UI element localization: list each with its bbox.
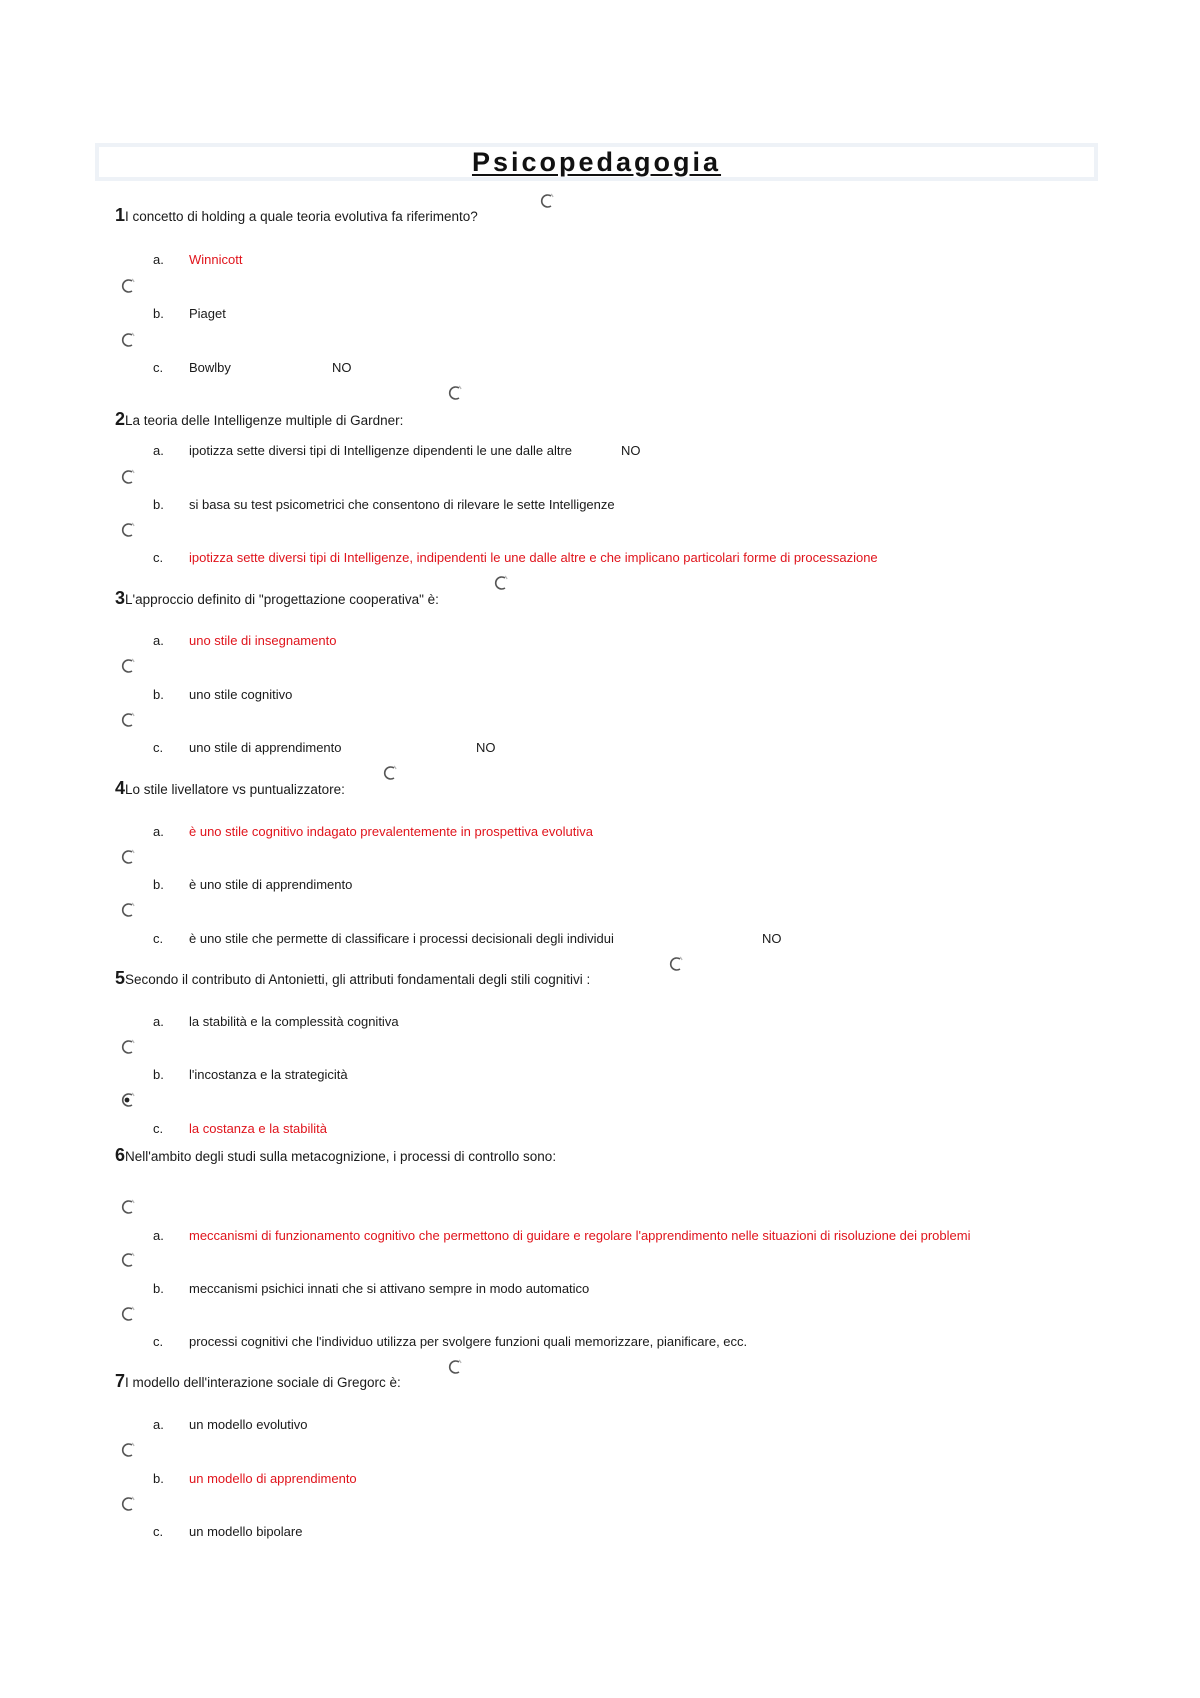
option-letter: b. [153,497,164,512]
option-text: si basa su test psicometrici che consentono di rilevare le sette Intelligenze [189,497,615,512]
radio-button-selected-icon[interactable] [119,1090,137,1110]
option-letter: a. [153,443,164,458]
option-letter: c. [153,931,164,946]
question-text: Nell'ambito degli studi sulla metacognizione, i processi di controllo sono: [125,1149,557,1164]
option-text: ipotizza sette diversi tipi di Intelligenze dipendenti le une dalle altre [189,443,573,458]
radio-button-icon[interactable] [381,763,399,783]
radio-button-icon[interactable] [538,191,556,211]
question-4 [115,778,345,799]
radio-button-icon[interactable] [446,383,464,403]
option-letter: c. [153,1334,164,1349]
option-text: processi cognitivi che l'individuo utilizza per svolgere funzioni quali memorizzare, pianificare, ecc. [189,1334,748,1349]
option-letter: a. [153,1228,164,1243]
option-text: è uno stile che permette di classificare i processi decisionali degli individui [189,931,614,946]
question-3 [115,588,439,609]
radio-button-icon[interactable] [119,1250,137,1270]
radio-button-icon[interactable] [119,710,137,730]
option-text: meccanismi psichici innati che si attivano sempre in modo automatico [189,1281,590,1296]
option-text: meccanismi di funzionamento cognitivo che permettono di guidare e regolare l'apprendimento nelle situazioni di risoluzione dei problemi [189,1228,971,1243]
question-text: Lo stile livellatore vs puntualizzatore: [125,782,345,797]
question-5 [115,968,590,989]
option-text: uno stile di apprendimento [189,740,342,755]
option-letter: b. [153,1281,164,1296]
option-letter: a. [153,824,164,839]
radio-button-icon[interactable] [119,900,137,920]
option-text: Piaget [189,306,226,321]
option-letter: c. [153,550,164,565]
option-letter: a. [153,252,164,267]
option-letter: c. [153,360,164,375]
option-text: un modello evolutivo [189,1417,308,1432]
radio-button-icon[interactable] [667,954,685,974]
option-letter: b. [153,877,164,892]
radio-button-icon[interactable] [119,1440,137,1460]
option-letter: c. [153,1524,164,1539]
option-text: è uno stile cognitivo indagato prevalentemente in prospettiva evolutiva [189,824,593,839]
option-text: Winnicott [189,252,243,267]
option-letter: b. [153,687,164,702]
option-text: un modello di apprendimento [189,1471,357,1486]
question-text: I concetto di holding a quale teoria evolutiva fa riferimento? [125,209,478,224]
radio-button-icon[interactable] [119,847,137,867]
question-6 [115,1145,556,1166]
answer-note: NO [476,740,496,755]
option-text: uno stile di insegnamento [189,633,337,648]
option-text: la stabilità e la complessità cognitiva [189,1014,399,1029]
question-2 [115,409,403,430]
question-number: 2 [115,409,126,429]
question-number: 5 [115,968,126,988]
option-letter: c. [153,740,164,755]
radio-button-icon[interactable] [119,1304,137,1324]
question-text: I modello dell'interazione sociale di Gregorc è: [125,1375,401,1390]
question-7 [115,1371,401,1392]
option-letter: c. [153,1121,164,1136]
answer-note: NO [621,443,641,458]
radio-button-icon[interactable] [119,1494,137,1514]
radio-button-icon[interactable] [119,276,137,296]
question-text: L'approccio definito di "progettazione cooperativa" è: [125,592,439,607]
option-letter: b. [153,1067,164,1082]
option-text: un modello bipolare [189,1524,303,1539]
title-box [95,143,1098,181]
radio-button-icon[interactable] [446,1357,464,1377]
radio-button-icon[interactable] [119,1037,137,1057]
option-letter: b. [153,306,164,321]
option-text: ipotizza sette diversi tipi di Intelligenze, indipendenti le une dalle altre e che implicano particolari forme di processazione [189,550,878,565]
question-number: 4 [115,778,126,798]
question-number: 1 [115,205,126,225]
option-text: Bowlby [189,360,231,375]
radio-button-icon[interactable] [119,330,137,350]
answer-note: NO [332,360,352,375]
option-text: la costanza e la stabilità [189,1121,328,1136]
question-number: 7 [115,1371,126,1391]
option-letter: a. [153,1014,164,1029]
option-letter: a. [153,1417,164,1432]
question-number: 3 [115,588,126,608]
option-text: uno stile cognitivo [189,687,293,702]
question-number: 6 [115,1145,126,1165]
radio-button-icon[interactable] [492,573,510,593]
question-text: Secondo il contributo di Antonietti, gli attributi fondamentali degli stili cognitivi : [125,972,591,987]
option-text: l'incostanza e la strategicità [189,1067,348,1082]
option-text: è uno stile di apprendimento [189,877,353,892]
option-letter: b. [153,1471,164,1486]
radio-button-icon[interactable] [119,1197,137,1217]
radio-button-icon[interactable] [119,467,137,487]
option-letter: a. [153,633,164,648]
question-text: La teoria delle Intelligenze multiple di Gardner: [125,413,404,428]
question-1 [115,205,478,226]
answer-note: NO [762,931,782,946]
page-title: Psicopedagogia [471,146,722,177]
radio-button-icon[interactable] [119,520,137,540]
radio-button-icon[interactable] [119,656,137,676]
